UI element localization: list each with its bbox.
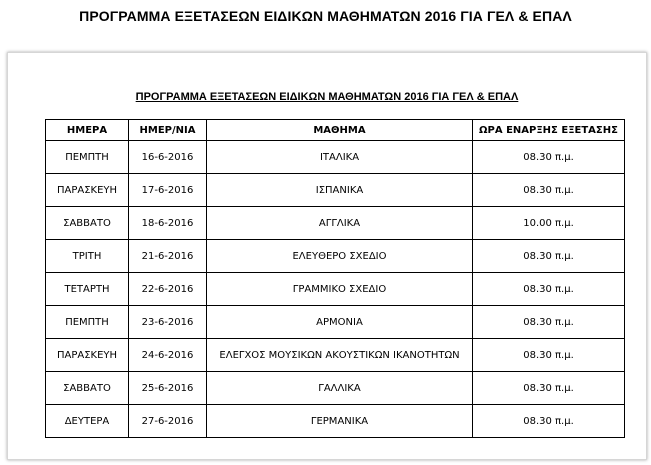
header-start-time: ΩΡΑ ΕΝΑΡΞΗΣ ΕΞΕΤΑΣΗΣ [473, 120, 625, 141]
cell-date: 16-6-2016 [129, 141, 207, 174]
header-date: ΗΜΕΡ/ΝΙΑ [129, 120, 207, 141]
table-row [46, 273, 625, 306]
cell-day: ΠΕΜΠΤΗ [46, 306, 129, 339]
cell-time: 08.30 π.μ. [473, 405, 625, 438]
cell-subject: ΑΓΓΛΙΚΑ [207, 207, 473, 240]
cell-time: 08.30 π.μ. [473, 273, 625, 306]
cell-day: ΠΕΜΠΤΗ [46, 141, 129, 174]
cell-date: 24-6-2016 [129, 339, 207, 372]
cell-day: ΠΑΡΑΣΚΕΥΗ [46, 339, 129, 372]
cell-subject: ΕΛΕΥΘΕΡΟ ΣΧΕΔΙΟ [207, 240, 473, 273]
table-row [46, 405, 625, 438]
cell-day: ΤΕΤΑΡΤΗ [46, 273, 129, 306]
cell-day: ΔΕΥΤΕΡΑ [46, 405, 129, 438]
cell-time: 08.30 π.μ. [473, 174, 625, 207]
cell-date: 22-6-2016 [129, 273, 207, 306]
table-header-row [46, 120, 625, 141]
cell-subject: ΕΛΕΓΧΟΣ ΜΟΥΣΙΚΩΝ ΑΚΟΥΣΤΙΚΩΝ ΙΚΑΝΟΤΗΤΩΝ [207, 339, 473, 372]
cell-date: 23-6-2016 [129, 306, 207, 339]
cell-date: 21-6-2016 [129, 240, 207, 273]
cell-time: 08.30 π.μ. [473, 306, 625, 339]
cell-subject: ΓΡΑΜΜΙΚΟ ΣΧΕΔΙΟ [207, 273, 473, 306]
header-day: ΗΜΕΡΑ [46, 120, 129, 141]
table-row [46, 240, 625, 273]
header-subject: ΜΑΘΗΜΑ [207, 120, 473, 141]
cell-day: ΣΑΒΒΑΤΟ [46, 207, 129, 240]
cell-day: ΠΑΡΑΣΚΕΥΗ [46, 174, 129, 207]
document-title: ΠΡΟΓΡΑΜΜΑ ΕΞΕΤΑΣΕΩΝ ΕΙΔΙΚΩΝ ΜΑΘΗΜΑΤΩΝ 2016 ΓΙΑ ΓΕΛ & ΕΠΑΛ [135, 91, 519, 103]
page-title: ΠΡΟΓΡΑΜΜΑ ΕΞΕΤΑΣΕΩΝ ΕΙΔΙΚΩΝ ΜΑΘΗΜΑΤΩΝ 2016 ΓΙΑ ΓΕΛ & ΕΠΑΛ [79, 8, 572, 24]
cell-subject: ΙΣΠΑΝΙΚΑ [207, 174, 473, 207]
table-row [46, 339, 625, 372]
cell-time: 10.00 π.μ. [473, 207, 625, 240]
cell-date: 25-6-2016 [129, 372, 207, 405]
cell-day: ΤΡΙΤΗ [46, 240, 129, 273]
document-image [7, 52, 647, 460]
cell-subject: ΓΕΡΜΑΝΙΚΑ [207, 405, 473, 438]
cell-date: 17-6-2016 [129, 174, 207, 207]
cell-day: ΣΑΒΒΑΤΟ [46, 372, 129, 405]
table-row [46, 306, 625, 339]
cell-subject: ΙΤΑΛΙΚΑ [207, 141, 473, 174]
cell-subject: ΑΡΜΟΝΙΑ [207, 306, 473, 339]
table-row [46, 207, 625, 240]
table-row [46, 141, 625, 174]
cell-time: 08.30 π.μ. [473, 240, 625, 273]
table-row [46, 174, 625, 207]
exam-schedule-table [45, 119, 625, 438]
cell-time: 08.30 π.μ. [473, 372, 625, 405]
table-row [46, 372, 625, 405]
cell-time: 08.30 π.μ. [473, 141, 625, 174]
cell-time: 08.30 π.μ. [473, 339, 625, 372]
cell-subject: ΓΑΛΛΙΚΑ [207, 372, 473, 405]
cell-date: 27-6-2016 [129, 405, 207, 438]
cell-date: 18-6-2016 [129, 207, 207, 240]
